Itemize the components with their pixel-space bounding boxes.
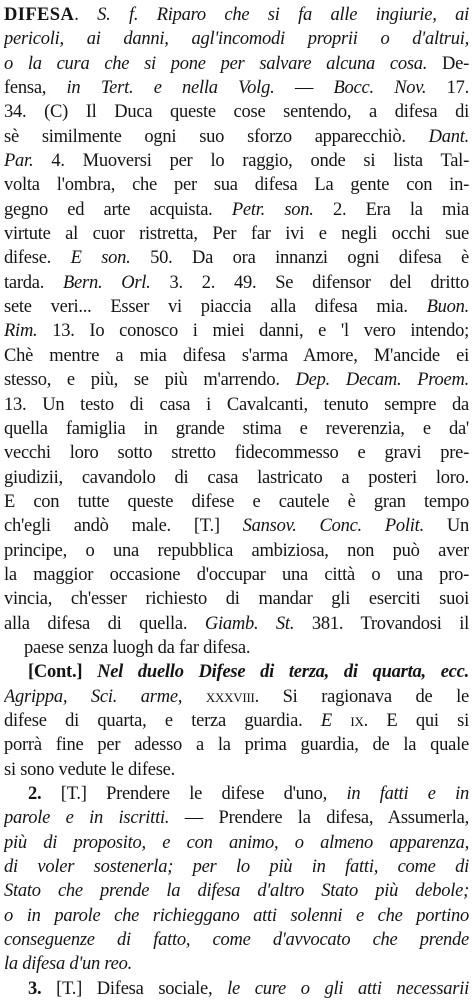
text-run: Sansov. Conc. Polit.	[242, 516, 424, 537]
text-run: sè similmente ogni suo sforzo apparecchiò.	[4, 126, 429, 147]
text-line	[4, 246, 469, 270]
text-run: 13. Un testo di casa i Cavalcanti, tenuto sempre da	[4, 394, 469, 415]
text-run: porrà fine per adesso a la prima guardia, de la quale	[4, 735, 469, 756]
text-line	[4, 149, 469, 173]
text-line	[4, 417, 469, 441]
text-run: si sono vedute le difese.	[4, 759, 175, 780]
text-line	[4, 563, 469, 587]
text-line	[4, 928, 469, 952]
text-run: sete veri... Esser vi piaccia alla difesa mia.	[4, 297, 427, 318]
text-line	[4, 100, 469, 124]
text-line	[4, 879, 469, 903]
text-run: fensa,	[4, 78, 67, 99]
text-run: Dant.	[428, 126, 469, 147]
text-run: —	[274, 78, 334, 99]
text-run: parole e in iscritti.	[4, 808, 170, 829]
text-line	[4, 806, 469, 830]
text-line	[4, 76, 469, 100]
dictionary-entry	[4, 3, 469, 1001]
text-line	[4, 733, 469, 757]
text-run: stesso, e più, se più m'arrendo.	[4, 370, 296, 391]
text-run: ix	[331, 710, 364, 731]
text-run: Bern. Orl.	[63, 272, 151, 293]
text-line	[4, 173, 469, 197]
text-run: Rim.	[4, 321, 38, 342]
text-line	[4, 758, 469, 782]
text-run: Agrippa, Sci. arme,	[4, 686, 183, 707]
text-line	[4, 344, 469, 368]
text-line	[4, 612, 469, 636]
text-line	[4, 831, 469, 855]
text-run: conseguenze di fatto, come d'avvocato che prende	[4, 930, 469, 951]
text-line	[4, 27, 469, 51]
text-line	[4, 952, 469, 976]
text-line	[4, 514, 469, 538]
text-run: pericoli, ai danni, agl'incomodi proprii o d'altrui,	[4, 29, 469, 50]
text-run: alla difesa di quella.	[4, 613, 205, 634]
text-line	[4, 490, 469, 514]
text-run: Giamb. St.	[204, 613, 295, 634]
text-line	[4, 125, 469, 149]
text-line	[4, 660, 469, 684]
text-line	[4, 52, 469, 76]
text-line	[4, 709, 469, 733]
text-run: difese.	[4, 248, 71, 269]
text-line	[4, 636, 469, 660]
text-run: 4. Muoversi per lo raggio, onde si lista Tal-	[33, 151, 469, 172]
text-run: .	[74, 5, 98, 25]
entry-text	[4, 3, 469, 1001]
text-run: quella famiglia in grande stima e reverenzia, e da'	[4, 418, 469, 439]
text-run: o la cura che si pone per salvare alcuna cosa.	[4, 53, 428, 74]
text-run: ch'egli andò male. [T.]	[4, 516, 243, 537]
text-run: giudizii, cavandolo di casa lastricato a posteri loro.	[4, 467, 469, 488]
text-run: xxxviii	[182, 686, 255, 707]
text-run: tarda.	[4, 272, 63, 293]
text-run: o in parole che richieggano atti solenni e che portino	[4, 905, 469, 926]
text-run: vincia, ch'esser richiesto di mandar gli eserciti suoi	[4, 589, 469, 610]
text-run: gegno ed arte acquista.	[4, 199, 232, 220]
text-run: [T.] Prendere le difese d'uno,	[60, 784, 347, 804]
text-run: paese senza luogh da far difesa.	[24, 637, 251, 658]
text-run: 50. Da ora innanzi ogni difesa è	[130, 248, 469, 269]
text-run: la difesa d'un reo.	[4, 954, 133, 975]
text-run: E con tutte queste difese e cautele è gran tempo	[4, 491, 469, 512]
text-run: 3.	[28, 978, 57, 999]
text-run: principe, o una repubblica ambiziosa, non può aver	[4, 540, 469, 561]
text-run: [Cont.]	[28, 662, 98, 683]
text-run: 2. Era la mia	[313, 199, 469, 220]
text-run: Buon.	[426, 297, 469, 318]
text-run: 3. 2. 49. Se difensor del dritto	[150, 272, 469, 293]
text-line	[4, 222, 469, 246]
text-run: S. f. Riparo che si fa alle ingiurie, ai	[97, 5, 469, 25]
text-run: vecchi loro sotto stretto fidecommesso e gravi pre-	[4, 443, 469, 464]
text-line	[4, 782, 469, 806]
text-line	[4, 319, 469, 343]
text-run: Bocc. Nov.	[333, 78, 427, 99]
text-run: [T.] Difesa sociale,	[56, 978, 228, 999]
text-line	[4, 198, 469, 222]
text-run: volta l'ombra, che per sua difesa La gente con in-	[4, 175, 469, 196]
text-run: Un	[423, 516, 469, 537]
text-line	[4, 271, 469, 295]
headword: DIFESA	[4, 5, 75, 25]
text-run: E	[320, 710, 332, 731]
text-run: 381. Trovandosi il	[294, 613, 469, 634]
text-run: la maggior occasione d'occupar una città o una pro-	[4, 564, 469, 585]
text-line	[4, 393, 469, 417]
text-run: Dep. Decam. Proem.	[295, 370, 469, 391]
text-run: Chè mentre a mia difesa s'arma Amore, M'ancide ei	[4, 345, 469, 366]
text-run: più di proposito, e con animo, o almeno apparenza,	[4, 832, 469, 853]
text-line	[4, 904, 469, 928]
text-run: . Si ragionava de le	[254, 686, 469, 707]
text-run: 34. (C) Il Duca queste cose sentendo, a difesa di	[4, 102, 469, 123]
text-run: in fatti e in	[346, 784, 469, 804]
text-run: . E qui si	[363, 710, 469, 731]
text-run: De-	[427, 53, 469, 74]
text-line	[4, 977, 469, 1001]
text-line	[4, 466, 469, 490]
text-run: Petr. son.	[231, 199, 314, 220]
text-run: 2.	[28, 784, 61, 804]
text-run: E son.	[70, 248, 131, 269]
text-run: di voler sostenerla; per lo più in fatti, come di	[4, 857, 469, 878]
text-line	[4, 685, 469, 709]
text-line	[4, 441, 469, 465]
text-line	[4, 587, 469, 611]
text-run: Nel duello Difese di terza, di quarta, ecc.	[97, 662, 469, 683]
text-run: Stato che prende la difesa d'altro Stato più debole;	[4, 881, 469, 902]
text-run: in Tert. e nella Volg.	[66, 78, 275, 99]
text-run: — Prendere la difesa, Assumerla,	[169, 808, 469, 829]
text-run: le cure o gli atti necessarii	[227, 978, 469, 999]
text-line	[4, 368, 469, 392]
text-line	[4, 539, 469, 563]
text-run: Par.	[4, 151, 34, 172]
text-run: 17.	[426, 78, 469, 99]
text-line	[4, 3, 469, 27]
text-run: 13. Io conosco i miei danni, e 'l vero intendo;	[37, 321, 469, 342]
text-line	[4, 295, 469, 319]
text-run: virtute al cuor ristretta, Per far ivi e negli occhi sue	[4, 224, 469, 245]
text-run: difese di quarta, e terza guardia.	[4, 710, 321, 731]
